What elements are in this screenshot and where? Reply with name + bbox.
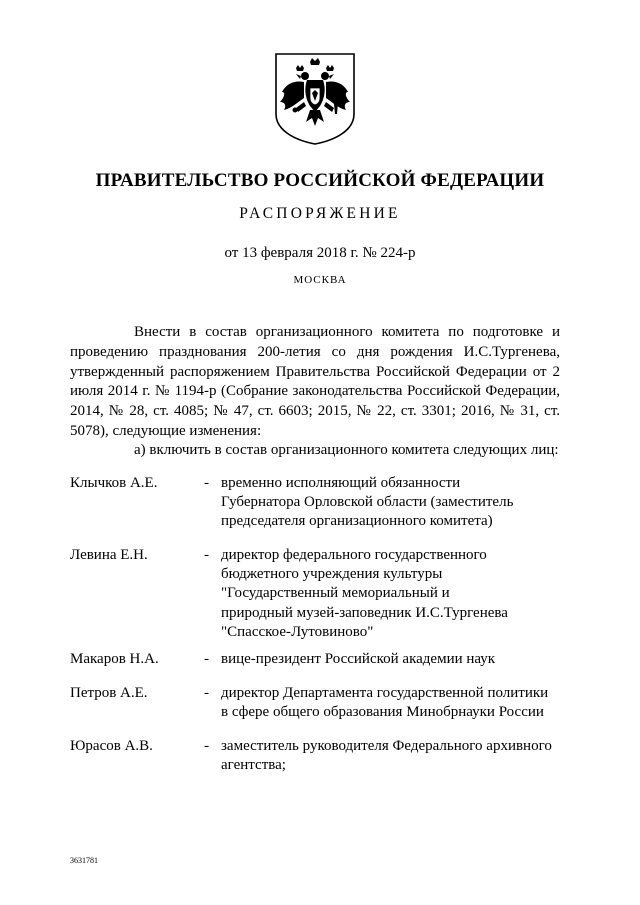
member-name: Петров А.Е. bbox=[70, 685, 148, 701]
member-dash: - bbox=[204, 685, 209, 701]
member-name: Левина Е.Н. bbox=[70, 547, 148, 563]
member-role: временно исполняющий обязанности Губернатора Орловской области (заместитель председателя организационного комитета) bbox=[221, 475, 514, 530]
member-dash: - bbox=[204, 651, 209, 667]
government-title: ПРАВИТЕЛЬСТВО РОССИЙСКОЙ ФЕДЕРАЦИИ bbox=[95, 170, 545, 191]
member-role: заместитель руководителя Федерального архивного агентства; bbox=[221, 738, 552, 774]
date-line: от 13 февраля 2018 г. № 224-р bbox=[224, 245, 416, 261]
document-type: РАСПОРЯЖЕНИЕ bbox=[239, 205, 401, 222]
member-role: вице-президент Российской академии наук bbox=[221, 651, 496, 667]
city-name: МОСКВА bbox=[293, 274, 347, 286]
member-role: директор федерального государственного бюджетного учреждения культуры "Государственный мемориальный и природный музей-заповедник И.С.Тургенева "Спасское-Лутовиново" bbox=[221, 547, 508, 640]
member-role: директор Департамента государственной политики в сфере общего образования Минобрнауки России bbox=[221, 685, 549, 721]
member-dash: - bbox=[204, 738, 209, 754]
item-a-paragraph: а) включить в состав организационного комитета следующих лиц: bbox=[134, 442, 559, 458]
member-dash: - bbox=[204, 547, 209, 563]
intro-paragraph: Внести в состав организационного комитета по подготовке и проведению празднования 200-летия со дня рождения И.С.Тургенева, утвержденный распоряжением Правительства Российской Федерации от 2 июля 2014 г. № 1194-р (Собрание законодательства Российской Федерации, 2014, № 28, ст. 4085; № 47, ст. 6603; 2015, № 22, ст. 3301; 2016, № 31, ст. 5078), следующие изменения: bbox=[70, 324, 560, 439]
member-dash: - bbox=[204, 475, 209, 491]
document-code: 3631781 bbox=[70, 856, 98, 865]
member-name: Юрасов А.В. bbox=[70, 738, 153, 754]
coat-of-arms-icon bbox=[274, 52, 356, 146]
member-name: Макаров Н.А. bbox=[70, 651, 159, 667]
member-name: Клычков А.Е. bbox=[70, 475, 158, 491]
